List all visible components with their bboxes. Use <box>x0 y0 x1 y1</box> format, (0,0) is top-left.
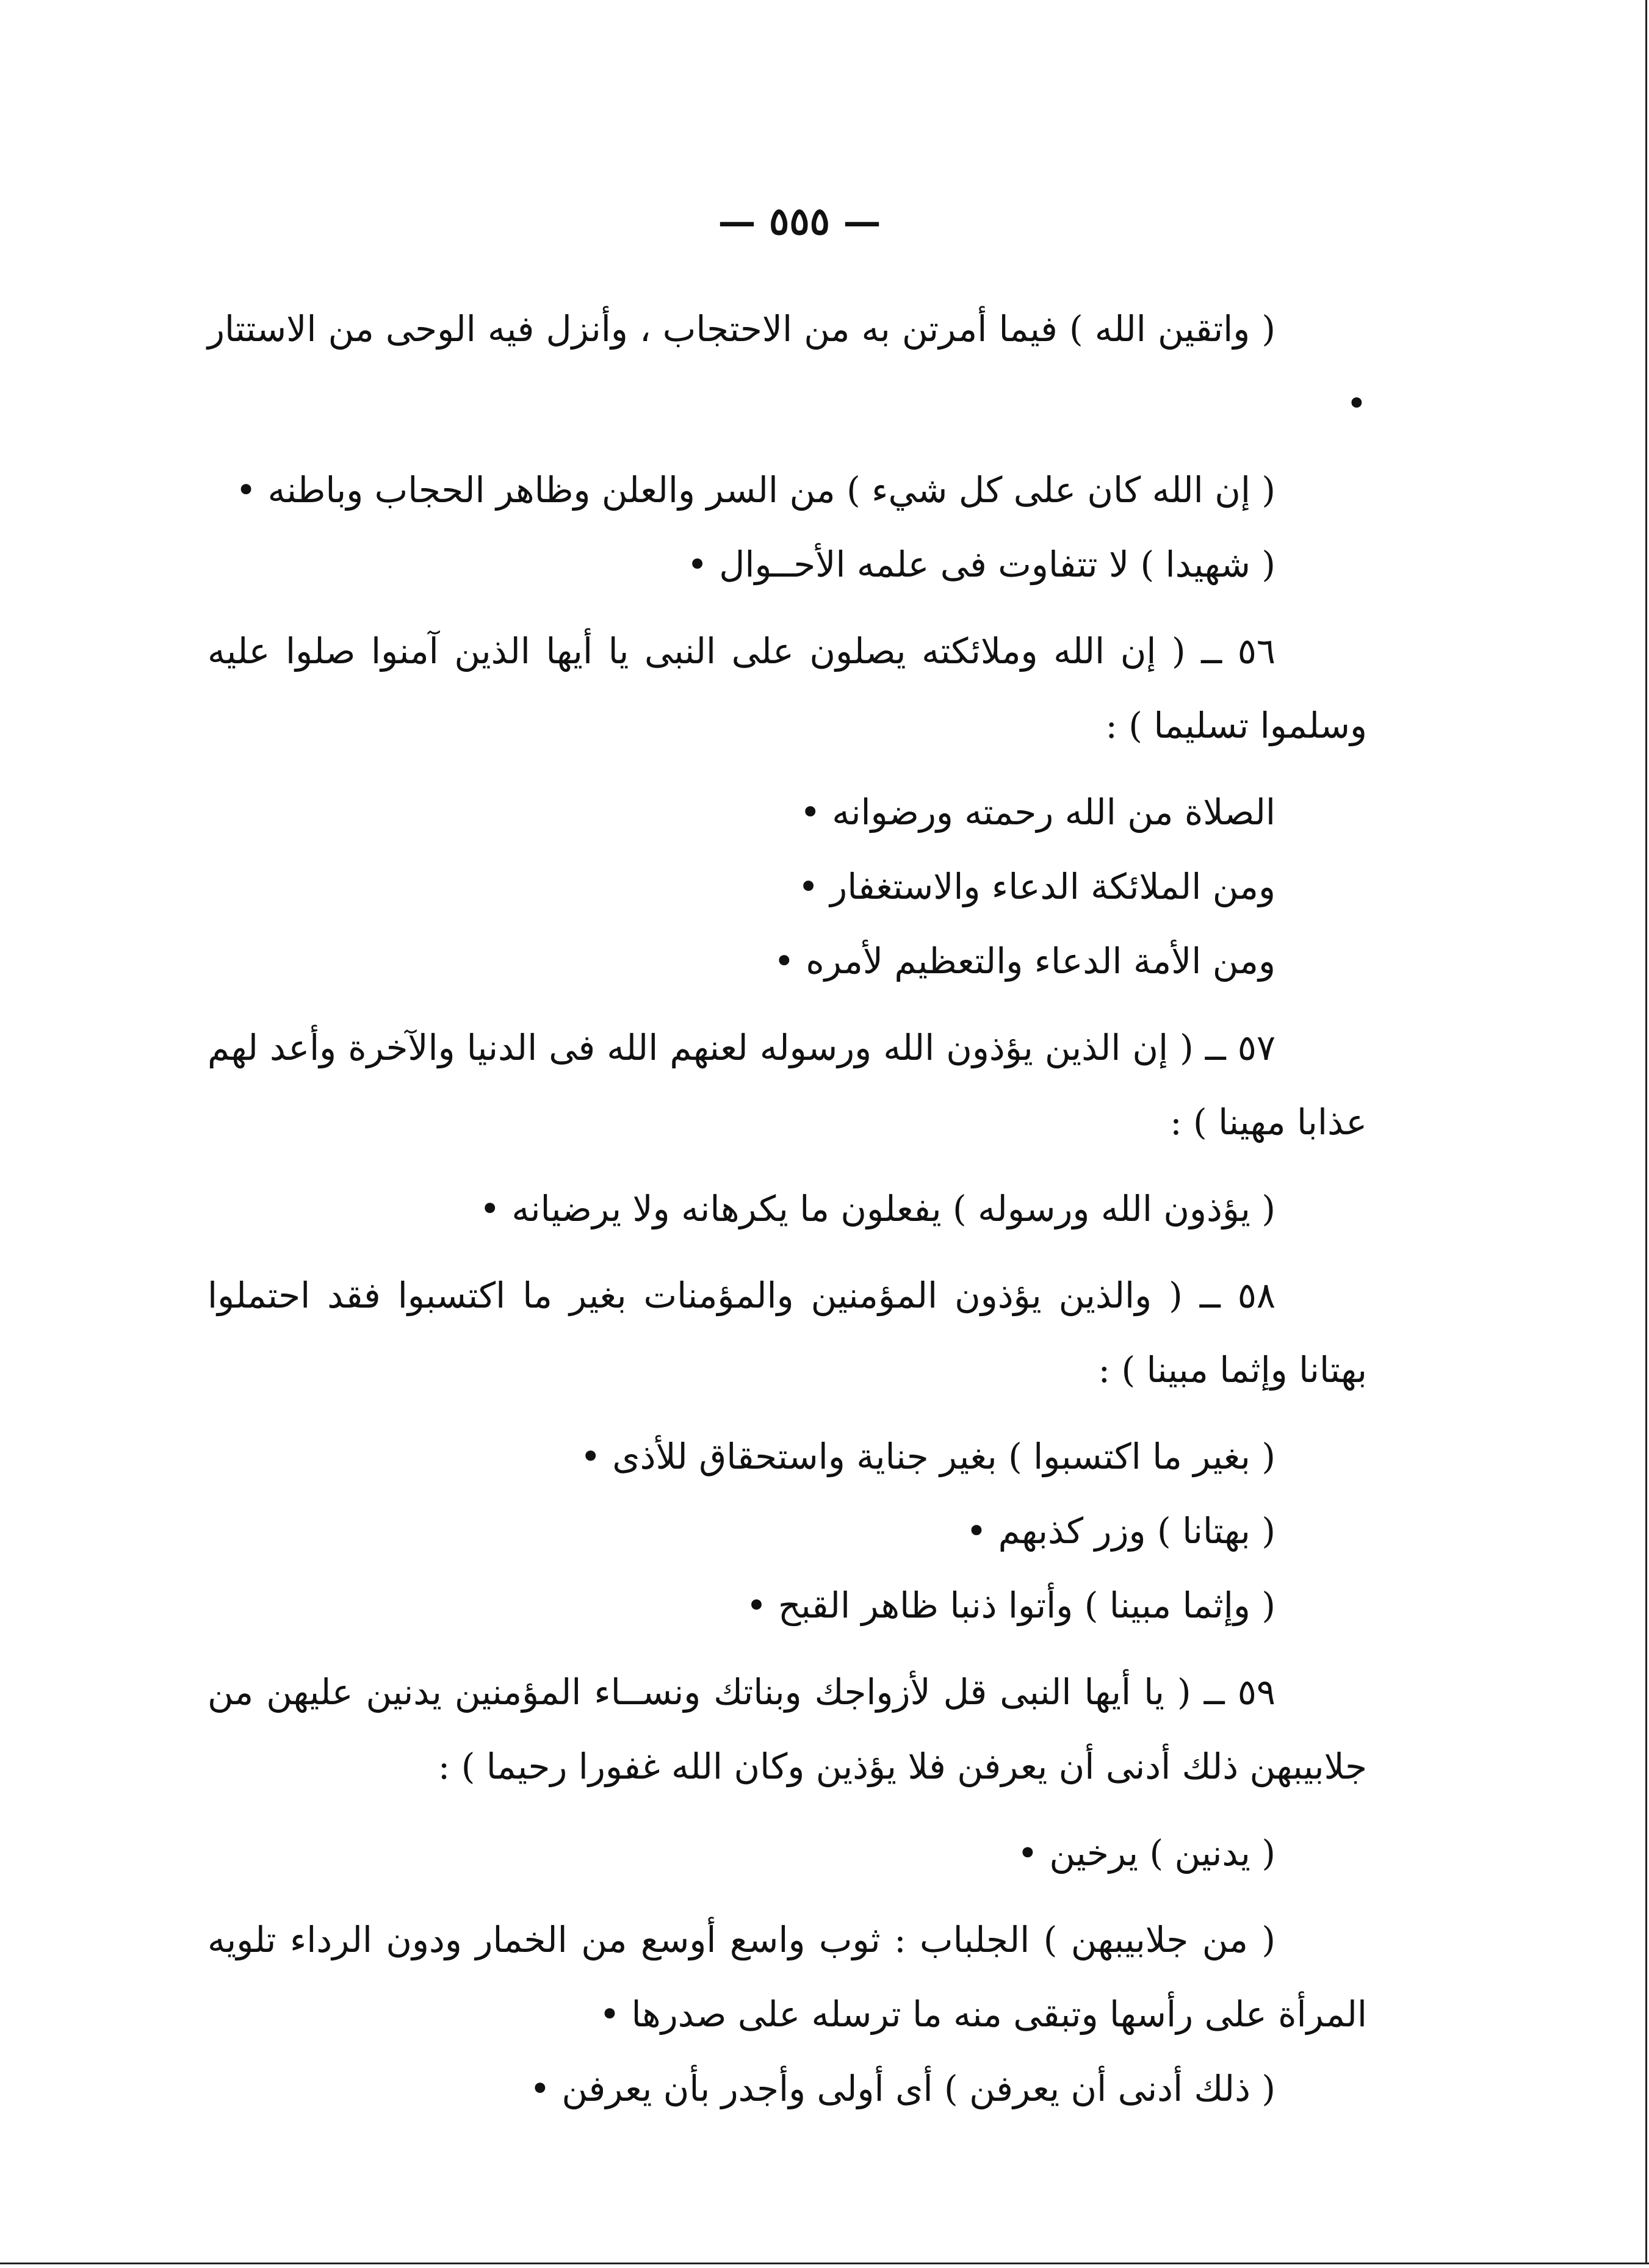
paragraph-commentary: الصلاة من الله رحمته ورضوانه • <box>799 791 1276 833</box>
paragraph-commentary: ومن الأمة الدعاء والتعظيم لأمره • <box>773 940 1276 982</box>
commentary-text <box>207 292 1367 2126</box>
paragraph-commentary: ( ذلك أدنى أن يعرفن ) أى أولى وأجدر بأن يعرفن • <box>529 2068 1276 2109</box>
paragraph-verse-57: ٥٧ ــ ( إن الذين يؤذون الله ورسوله لعنهم الله فى الدنيا والآخرة وأعد لهم عذابا مهينا ) : <box>207 1027 1367 1143</box>
page-edge-bottom <box>0 2263 1649 2264</box>
paragraph-commentary: ( واتقين الله ) فيما أمرتن به من الاحتجاب ، وأنزل فيه الوحى من الاستتار • <box>207 308 1367 424</box>
paragraph-verse-59: ٥٩ ــ ( يا أيها النبى قل لأزواجك وبناتك ونســاء المؤمنين يدنين عليهن من جلابيبهن ذلك أدنى أن يعرفن فلا يؤذين وكان الله غفورا رحيما ) : <box>207 1671 1367 1787</box>
paragraph-commentary: ومن الملائكة الدعاء والاستغفار • <box>798 866 1276 907</box>
paragraph-commentary: ( شهيدا ) لا تتفاوت فى علمه الأحــوال • <box>687 544 1276 585</box>
paragraph-commentary: ( بغير ما اكتسبوا ) بغير جناية واستحقاق للأذى • <box>580 1436 1276 1477</box>
paragraph-verse-58: ٥٨ ــ ( والذين يؤذون المؤمنين والمؤمنات بغير ما اكتسبوا فقد احتملوا بهتانا وإثما مبينا ) : <box>207 1275 1367 1391</box>
page-number: — ٥٥٥ — <box>718 199 881 243</box>
paragraph-verse-56: ٥٦ ــ ( إن الله وملائكته يصلون على النبى يا أيها الذين آمنوا صلوا عليه وسلموا تسليما ) : <box>207 630 1367 746</box>
paragraph-commentary: ( وإثما مبينا ) وأتوا ذنبا ظاهر القبح • <box>746 1585 1276 1626</box>
paragraph-commentary: ( بهتانا ) وزر كذبهم • <box>965 1510 1276 1552</box>
paragraph-commentary: ( من جلابيبهن ) الجلباب : ثوب واسع أوسع من الخمار ودون الرداء تلويه المرأة على رأسها وتبقى منه ما ترسله على صدرها • <box>207 1919 1367 2035</box>
paragraph-commentary: ( إن الله كان على كل شيء ) من السر والعلن وظاهر الحجاب وباطنه • <box>236 469 1276 511</box>
page-edge-right <box>1645 0 1647 2264</box>
paragraph-commentary: ( يؤذون الله ورسوله ) يفعلون ما يكرهانه ولا يرضيانه • <box>479 1188 1276 1229</box>
paragraph-commentary: ( يدنين ) يرخين • <box>1017 1832 1276 1874</box>
